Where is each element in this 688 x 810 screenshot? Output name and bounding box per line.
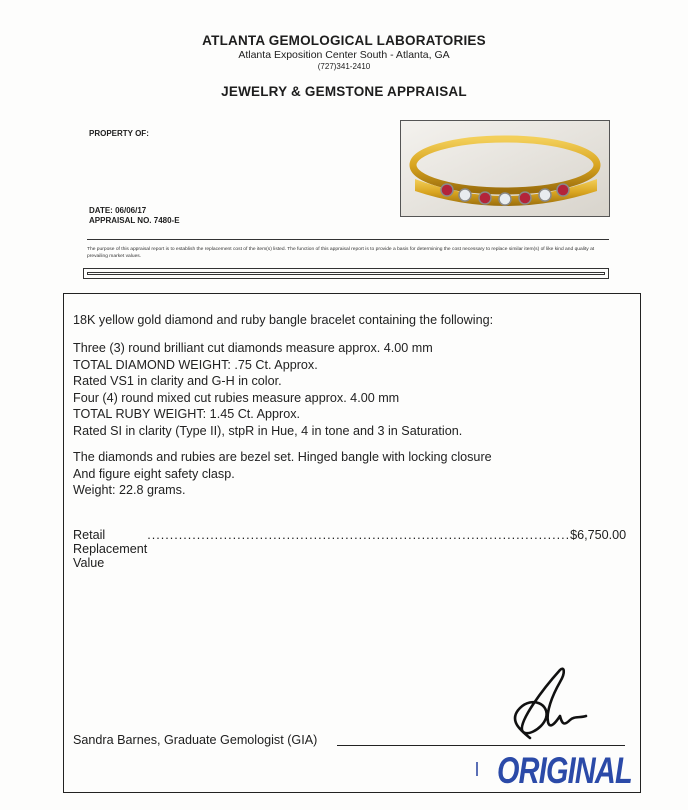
value-label: Retail Replacement Value [73,528,148,570]
detail-line: TOTAL DIAMOND WEIGHT: .75 Ct. Approx. [73,357,318,372]
replacement-value-line [73,528,627,570]
blank-frame-inner [87,272,605,275]
lab-phone: (727)341-2410 [317,62,371,71]
value-amount: $6,750.00 [570,528,627,542]
detail-line: Four (4) round mixed cut rubies measure approx. 4.00 mm [73,390,400,405]
signer-name: Sandra Barnes, Graduate Gemologist (GIA) [73,733,318,747]
disclaimer-text: The purpose of this appraisal report is to establish the replacement cost of the item(s) listed. The function of this appraisal report is to provide a basis for determining the cost necessary to replace similar item(s) of like kind and quality at prevailing market values. [87,247,595,259]
detail-line: Weight: 22.8 grams. [73,483,186,497]
detail-line: Three (3) round brilliant cut diamonds measure approx. 4.00 mm [73,341,433,355]
property-of-label: PROPERTY OF: [89,129,149,138]
setting-details [73,449,492,499]
date-line: DATE: 06/06/17 [89,206,147,215]
detail-line: TOTAL RUBY WEIGHT: 1.45 Ct. Approx. [73,407,300,421]
appraisal-number: APPRAISAL NO. 7480-E [89,216,180,225]
lab-name: ATLANTA GEMOLOGICAL LABORATORIES [202,33,486,48]
signature [490,660,600,755]
detail-line: And figure eight safety clasp. [73,466,235,481]
detail-line: Rated VS1 in clarity and G-H in color. [73,374,282,388]
stone-details [73,340,462,439]
original-stamp: ORIGINAL [497,750,632,791]
leader-dots: .............................................................................................. [147,528,571,542]
document-title: JEWELRY & GEMSTONE APPRAISAL [221,84,467,99]
separator-line [87,239,609,240]
lab-address: Atlanta Exposition Center South - Atlanta, GA [238,49,450,61]
detail-line: The diamonds and rubies are bezel set. Hinged bangle with locking closure [73,450,492,464]
detail-line: Rated SI in clarity (Type II), stpR in Hue, 4 in tone and 3 in Saturation. [73,423,463,438]
bracelet-photo [400,120,610,217]
signature-line [337,745,625,746]
item-intro: 18K yellow gold diamond and ruby bangle bracelet containing the following: [73,313,494,327]
stamp-mark [476,762,478,776]
